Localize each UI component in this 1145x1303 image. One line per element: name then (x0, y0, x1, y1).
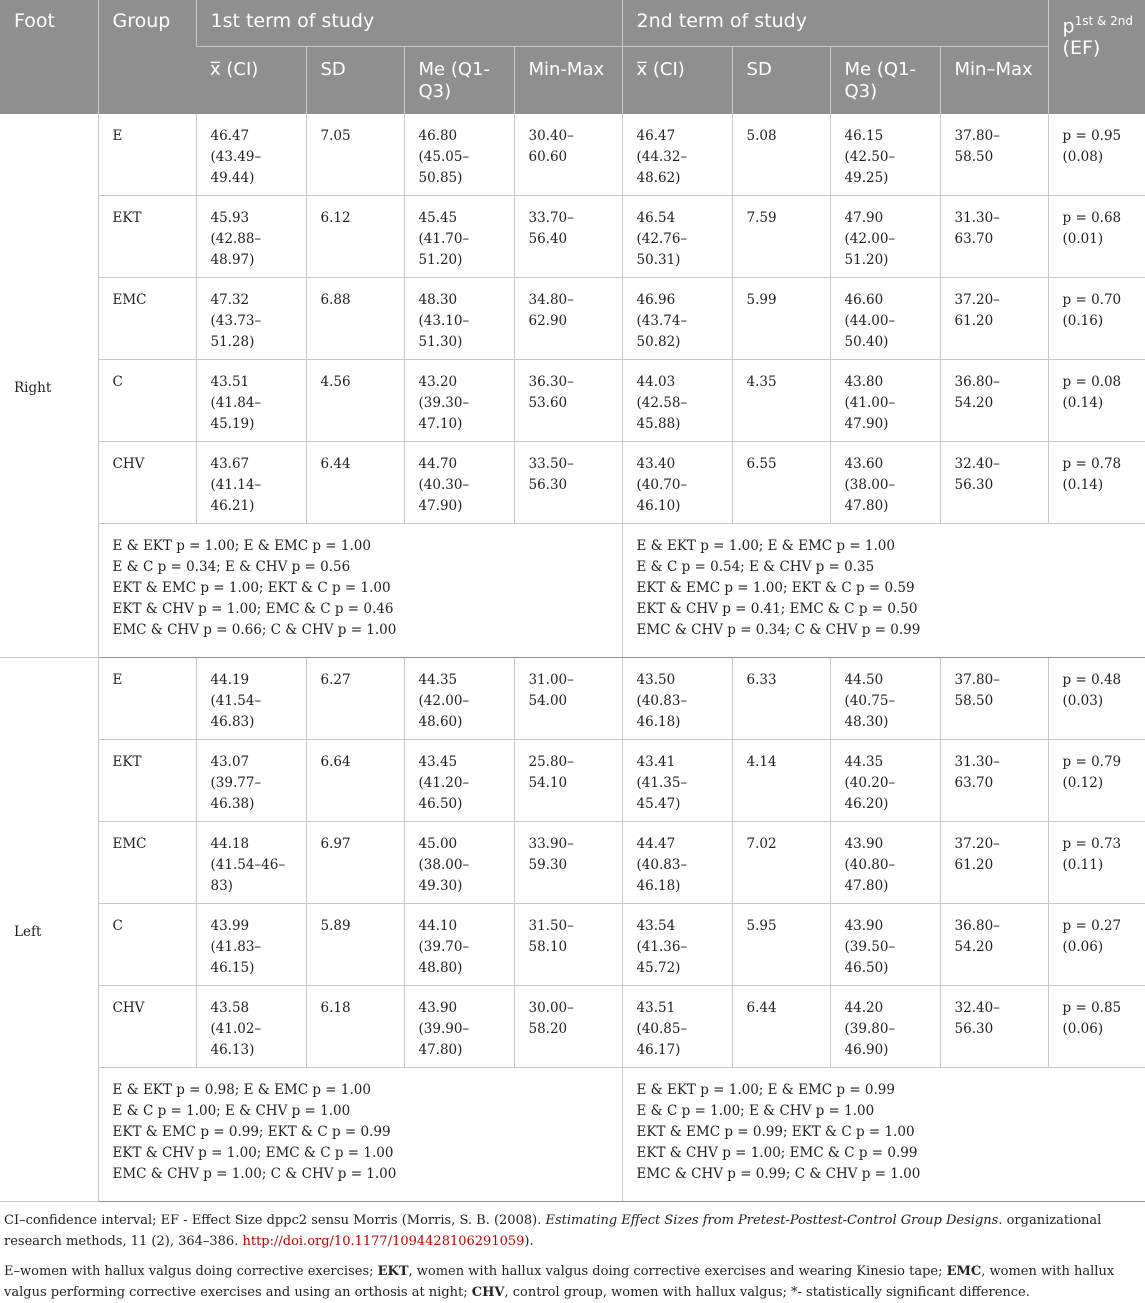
header-term1: 1st term of study (196, 0, 622, 46)
median-2-cell: 44.20 (39.80–46.90) (830, 986, 940, 1068)
group-cell: CHV (98, 986, 196, 1068)
sd-2-cell: 7.02 (732, 822, 830, 904)
foot-label: Right (0, 114, 98, 658)
table-header (0, 0, 1145, 114)
table-notes (0, 1202, 1145, 1303)
sd-1-cell: 6.12 (306, 196, 404, 278)
median-1-cell: 44.70 (40.30–47.90) (404, 442, 514, 524)
minmax-2-cell: 36.80–54.20 (940, 904, 1048, 986)
sd-2-cell: 4.35 (732, 360, 830, 442)
median-1-cell: 44.10 (39.70–48.80) (404, 904, 514, 986)
sd-1-cell: 7.05 (306, 114, 404, 196)
minmax-1-cell: 33.50–56.30 (514, 442, 622, 524)
minmax-2-cell: 37.20–61.20 (940, 822, 1048, 904)
header-mean-ci-2: x̅ (CI) (622, 46, 732, 114)
sd-2-cell: 6.33 (732, 658, 830, 740)
sd-2-cell: 5.95 (732, 904, 830, 986)
p-ef-cell: p = 0.73 (0.11) (1048, 822, 1145, 904)
minmax-2-cell: 32.40–56.30 (940, 442, 1048, 524)
p-ef-cell: p = 0.79 (0.12) (1048, 740, 1145, 822)
table-row (0, 278, 1145, 360)
group-cell: C (98, 360, 196, 442)
sd-2-cell: 6.44 (732, 986, 830, 1068)
mean-ci-1-cell: 43.58 (41.02–46.13) (196, 986, 306, 1068)
mean-ci-1-cell: 46.47 (43.49–49.44) (196, 114, 306, 196)
header-term2: 2nd term of study (622, 0, 1048, 46)
minmax-2-cell: 37.80–58.50 (940, 658, 1048, 740)
minmax-2-cell: 37.80–58.50 (940, 114, 1048, 196)
sd-2-cell: 5.99 (732, 278, 830, 360)
mean-ci-1-cell: 43.07 (39.77–46.38) (196, 740, 306, 822)
table-body (0, 114, 1145, 1202)
table-row (0, 904, 1145, 986)
group-cell: C (98, 904, 196, 986)
header-group: Group (98, 0, 196, 114)
sd-1-cell: 4.56 (306, 360, 404, 442)
median-1-cell: 43.90 (39.90–47.80) (404, 986, 514, 1068)
note-ref-title: Estimating Effect Sizes from Pretest-Posttest-Control Group Designs (545, 1213, 999, 1228)
p-ef-cell: p = 0.70 (0.16) (1048, 278, 1145, 360)
group-cell: CHV (98, 442, 196, 524)
mean-ci-1-cell: 44.19 (41.54–46.83) (196, 658, 306, 740)
header-median-2: Me (Q1-Q3) (830, 46, 940, 114)
mean-ci-2-cell: 46.47 (44.32–48.62) (622, 114, 732, 196)
minmax-2-cell: 31.30–63.70 (940, 196, 1048, 278)
table-row (0, 822, 1145, 904)
sd-1-cell: 6.64 (306, 740, 404, 822)
minmax-1-cell: 31.50–58.10 (514, 904, 622, 986)
sd-1-cell: 6.44 (306, 442, 404, 524)
group-cell: EMC (98, 822, 196, 904)
median-2-cell: 47.90 (42.00–51.20) (830, 196, 940, 278)
comparisons-term1: E & EKT p = 1.00; E & EMC p = 1.00 E & C p = 0.34; E & CHV p = 0.56 EKT & EMC p = 1.00; EKT & C p = 1.00 EKT & CHV p = 1.00; EMC & C p = 0.46 EMC & CHV p = 0.66; C & CHV p = 1.00 (98, 524, 622, 658)
comparisons-term2: E & EKT p = 1.00; E & EMC p = 0.99 E & C p = 1.00; E & CHV p = 1.00 EKT & EMC p = 0.99; EKT & C p = 1.00 EKT & CHV p = 1.00; EMC & C p = 0.99 EMC & CHV p = 0.99; C & CHV p = 1.00 (622, 1068, 1145, 1202)
group-cell: EMC (98, 278, 196, 360)
sd-1-cell: 5.89 (306, 904, 404, 986)
mean-ci-2-cell: 43.41 (41.35–45.47) (622, 740, 732, 822)
sd-1-cell: 6.88 (306, 278, 404, 360)
median-1-cell: 45.00 (38.00–49.30) (404, 822, 514, 904)
median-1-cell: 44.35 (42.00–48.60) (404, 658, 514, 740)
table-row (0, 442, 1145, 524)
sd-2-cell: 7.59 (732, 196, 830, 278)
sd-2-cell: 6.55 (732, 442, 830, 524)
mean-ci-1-cell: 43.99 (41.83–46.15) (196, 904, 306, 986)
group-cell: EKT (98, 196, 196, 278)
median-2-cell: 43.90 (40.80–47.80) (830, 822, 940, 904)
mean-ci-1-cell: 44.18 (41.54–46–83) (196, 822, 306, 904)
sd-2-cell: 5.08 (732, 114, 830, 196)
group-cell: E (98, 658, 196, 740)
mean-ci-2-cell: 46.96 (43.74–50.82) (622, 278, 732, 360)
minmax-2-cell: 37.20–61.20 (940, 278, 1048, 360)
minmax-1-cell: 30.40–60.60 (514, 114, 622, 196)
sd-1-cell: 6.97 (306, 822, 404, 904)
median-2-cell: 46.60 (44.00–50.40) (830, 278, 940, 360)
foot-label: Left (0, 658, 98, 1202)
note-ci: CI–confidence interval; EF - Effect Size dppc2 sensu Morris (Morris, S. B. (2008). Estimating Effect Sizes from Pretest-Posttest-Control Group Designs. organizational research methods, 11 (2), 364–386. http://doi.org/10.1177/1094428106291059). (4, 1213, 1102, 1249)
p-ef-cell: p = 0.27 (0.06) (1048, 904, 1145, 986)
mean-ci-2-cell: 43.40 (40.70–46.10) (622, 442, 732, 524)
header-median-1: Me (Q1-Q3) (404, 46, 514, 114)
sd-1-cell: 6.27 (306, 658, 404, 740)
median-2-cell: 43.60 (38.00–47.80) (830, 442, 940, 524)
minmax-2-cell: 32.40–56.30 (940, 986, 1048, 1068)
comparison-row (0, 1068, 1145, 1202)
group-cell: EKT (98, 740, 196, 822)
sd-2-cell: 4.14 (732, 740, 830, 822)
header-sd-2: SD (732, 46, 830, 114)
table-row (0, 360, 1145, 442)
mean-ci-2-cell: 44.47 (40.83–46.18) (622, 822, 732, 904)
median-1-cell: 43.20 (39.30–47.10) (404, 360, 514, 442)
table-row (0, 658, 1145, 740)
mean-ci-2-cell: 44.03 (42.58–45.88) (622, 360, 732, 442)
comparisons-term1: E & EKT p = 0.98; E & EMC p = 1.00 E & C p = 1.00; E & CHV p = 1.00 EKT & EMC p = 0.99; EKT & C p = 0.99 EKT & CHV p = 1.00; EMC & C p = 1.00 EMC & CHV p = 1.00; C & CHV p = 1.00 (98, 1068, 622, 1202)
median-1-cell: 45.45 (41.70–51.20) (404, 196, 514, 278)
mean-ci-2-cell: 43.51 (40.85–46.17) (622, 986, 732, 1068)
minmax-2-cell: 36.80–54.20 (940, 360, 1048, 442)
group-cell: E (98, 114, 196, 196)
header-mean-ci-1: x̅ (CI) (196, 46, 306, 114)
mean-ci-1-cell: 43.67 (41.14–46.21) (196, 442, 306, 524)
doi-link[interactable]: http://doi.org/10.1177/1094428106291059 (242, 1234, 525, 1249)
minmax-2-cell: 31.30–63.70 (940, 740, 1048, 822)
median-1-cell: 48.30 (43.10–51.30) (404, 278, 514, 360)
comparison-row (0, 524, 1145, 658)
mean-ci-2-cell: 43.50 (40.83–46.18) (622, 658, 732, 740)
table-row (0, 196, 1145, 278)
median-2-cell: 44.35 (40.20–46.20) (830, 740, 940, 822)
p-ef-cell: p = 0.85 (0.06) (1048, 986, 1145, 1068)
note-groups: E–women with hallux valgus doing corrective exercises; EKT, women with hallux valgus doing corrective exercises and wearing Kinesio tape; EMC, women with hallux valgus performing corrective exercises and using an orthosis at night; CHV, control group, women with hallux valgus; *- statistically significant difference. (4, 1264, 1115, 1300)
header-p: $p^{1st \& 2nd}$ (EF) (1048, 0, 1145, 114)
comparisons-term2: E & EKT p = 1.00; E & EMC p = 1.00 E & C p = 0.54; E & CHV p = 0.35 EKT & EMC p = 1.00; EKT & C p = 0.59 EKT & CHV p = 0.41; EMC & C p = 0.50 EMC & CHV p = 0.34; C & CHV p = 0.99 (622, 524, 1145, 658)
table-row (0, 740, 1145, 822)
p-ef-cell: p = 0.78 (0.14) (1048, 442, 1145, 524)
header-minmax-1: Min-Max (514, 46, 622, 114)
minmax-1-cell: 34.80–62.90 (514, 278, 622, 360)
table-row (0, 986, 1145, 1068)
minmax-1-cell: 33.90–59.30 (514, 822, 622, 904)
mean-ci-1-cell: 47.32 (43.73–51.28) (196, 278, 306, 360)
minmax-1-cell: 30.00–58.20 (514, 986, 622, 1068)
minmax-1-cell: 25.80–54.10 (514, 740, 622, 822)
median-1-cell: 43.45 (41.20–46.50) (404, 740, 514, 822)
minmax-1-cell: 33.70–56.40 (514, 196, 622, 278)
p-ef-cell: p = 0.95 (0.08) (1048, 114, 1145, 196)
mean-ci-2-cell: 46.54 (42.76–50.31) (622, 196, 732, 278)
header-minmax-2: Min–Max (940, 46, 1048, 114)
minmax-1-cell: 36.30–53.60 (514, 360, 622, 442)
table-row (0, 114, 1145, 196)
p-ef-cell: p = 0.48 (0.03) (1048, 658, 1145, 740)
median-2-cell: 43.90 (39.50–46.50) (830, 904, 940, 986)
p-ef-cell: p = 0.08 (0.14) (1048, 360, 1145, 442)
median-2-cell: 46.15 (42.50–49.25) (830, 114, 940, 196)
header-sd-1: SD (306, 46, 404, 114)
mean-ci-1-cell: 45.93 (42.88–48.97) (196, 196, 306, 278)
p-ef-cell: p = 0.68 (0.01) (1048, 196, 1145, 278)
median-1-cell: 46.80 (45.05–50.85) (404, 114, 514, 196)
mean-ci-1-cell: 43.51 (41.84–45.19) (196, 360, 306, 442)
minmax-1-cell: 31.00–54.00 (514, 658, 622, 740)
header-foot: Foot (0, 0, 98, 114)
mean-ci-2-cell: 43.54 (41.36–45.72) (622, 904, 732, 986)
median-2-cell: 43.80 (41.00–47.90) (830, 360, 940, 442)
sd-1-cell: 6.18 (306, 986, 404, 1068)
median-2-cell: 44.50 (40.75–48.30) (830, 658, 940, 740)
